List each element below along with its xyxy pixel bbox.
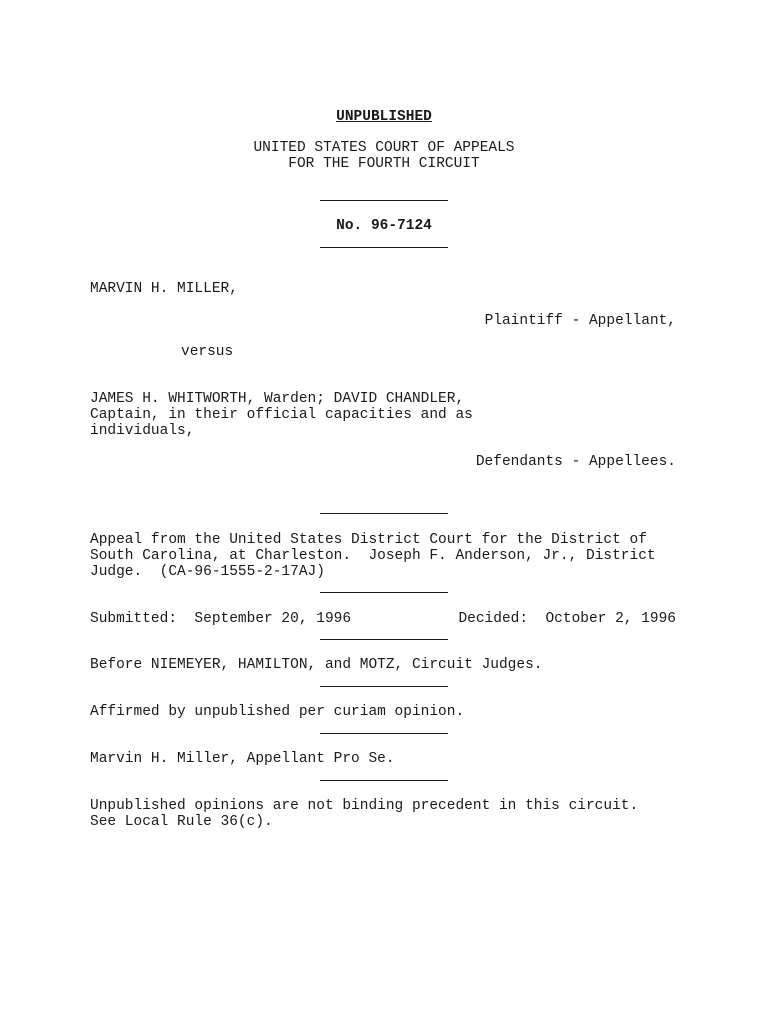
- decided-date: Decided: October 2, 1996: [458, 611, 676, 627]
- divider: [320, 639, 448, 640]
- divider: [320, 200, 448, 201]
- divider: [320, 686, 448, 687]
- panel-judges: Before NIEMEYER, HAMILTON, and MOTZ, Circuit Judges.: [90, 657, 543, 673]
- disposition: Affirmed by unpublished per curiam opinion.: [90, 704, 465, 720]
- versus-label: versus: [181, 344, 234, 360]
- defendants-role: Defendants - Appellees.: [475, 454, 676, 470]
- divider: [320, 247, 448, 248]
- publication-status: UNPUBLISHED: [336, 109, 432, 125]
- defendants-line2: Captain, in their official capacities and as: [90, 407, 473, 423]
- appeal-line2: South Carolina, at Charleston. Joseph F. Anderson, Jr., District: [90, 548, 656, 564]
- divider: [320, 513, 448, 514]
- counsel: Marvin H. Miller, Appellant Pro Se.: [90, 751, 395, 767]
- submitted-date: Submitted: September 20, 1996: [90, 611, 352, 627]
- divider: [320, 780, 448, 781]
- court-name-line1: UNITED STATES COURT OF APPEALS: [253, 140, 515, 156]
- plaintiff-role: Plaintiff - Appellant,: [484, 313, 676, 329]
- defendants-line3: individuals,: [90, 423, 195, 439]
- appeal-line3: Judge. (CA-96-1555-2-17AJ): [90, 564, 325, 580]
- notice-line1: Unpublished opinions are not binding precedent in this circuit.: [90, 798, 639, 814]
- court-name-line2: FOR THE FOURTH CIRCUIT: [288, 156, 480, 172]
- divider: [320, 592, 448, 593]
- defendants-line1: JAMES H. WHITWORTH, Warden; DAVID CHANDLER,: [90, 391, 465, 407]
- notice-line2: See Local Rule 36(c).: [90, 814, 273, 830]
- case-number: No. 96-7124: [336, 218, 432, 234]
- divider: [320, 733, 448, 734]
- appeal-line1: Appeal from the United States District Court for the District of: [90, 532, 647, 548]
- plaintiff-name: MARVIN H. MILLER,: [90, 281, 238, 297]
